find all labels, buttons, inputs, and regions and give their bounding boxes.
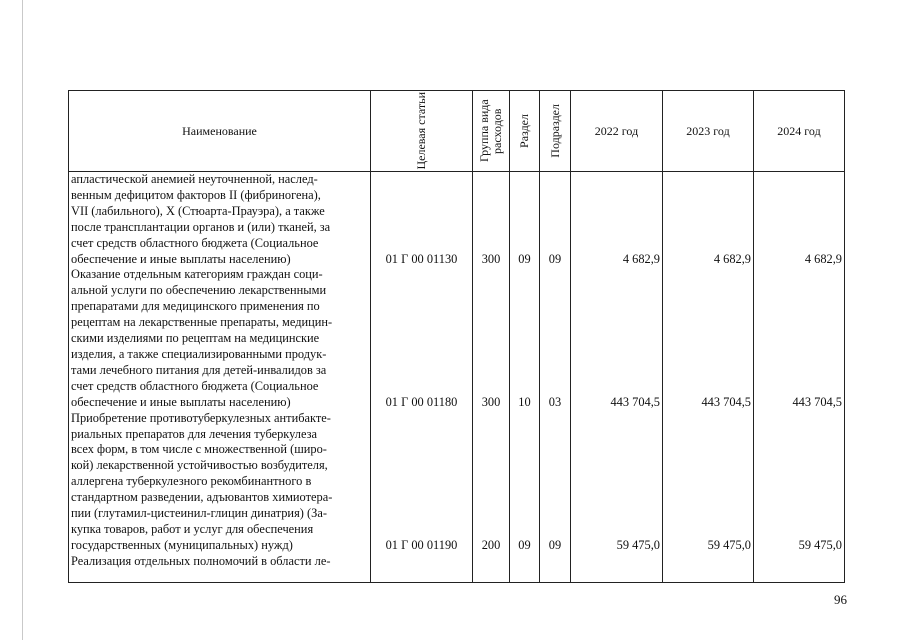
description-line: рецептам на лекарственные препараты, медицин- [71, 315, 333, 330]
row-3-y2022: 59 475,0 [616, 538, 660, 552]
table-body-row [69, 172, 845, 583]
description-line: VII (лабильного), X (Стюарта-Прауэра), а также [71, 203, 325, 218]
row-3-y2024: 59 475,0 [798, 538, 842, 552]
y2023-cell [663, 172, 754, 583]
description-line: государственных (муниципальных) нужд) [71, 537, 293, 552]
description-line: Реализация отдельных полномочий в области ле- [71, 553, 331, 568]
header-2022: 2022 год [571, 91, 663, 172]
row-1-section: 09 [518, 252, 531, 266]
row-2-y2023: 443 704,5 [701, 395, 751, 409]
header-name: Наименование [69, 91, 371, 172]
y2024-cell [754, 172, 845, 583]
y2022-cell [571, 172, 663, 583]
row-1-code: 01 Г 00 01130 [385, 252, 458, 266]
row-2-code: 01 Г 00 01180 [385, 395, 458, 409]
expense-group-cell [473, 172, 510, 583]
header-expense-group: Группа вида расходов [473, 91, 510, 172]
row-3-group: 200 [481, 538, 501, 552]
description-line: счет средств областного бюджета (Социальное [71, 378, 319, 393]
description-line: кой) лекарственной устойчивостью возбудителя, [71, 458, 328, 473]
description-line: всех форм, в том числе с множественной (широ- [71, 442, 327, 457]
row-2-subsection: 03 [548, 395, 562, 409]
section-cell [510, 172, 540, 583]
description-line: стандартном разведении, адъювантов химиотера- [71, 490, 333, 505]
row-1-y2023: 4 682,9 [713, 252, 751, 266]
description-cell [69, 172, 371, 583]
row-1-y2024: 4 682,9 [804, 252, 842, 266]
table-header-row [69, 91, 845, 172]
description-line: изделия, а также специализированными продук- [71, 346, 327, 361]
row-3-section: 09 [518, 538, 531, 552]
description-line: аллергена туберкулезного рекомбинантного в [71, 474, 312, 489]
page-number: 96 [834, 592, 847, 607]
header-2023: 2023 год [663, 91, 754, 172]
subsection-cell [540, 172, 571, 583]
header-section: Раздел [510, 91, 540, 172]
row-3-subsection: 09 [548, 538, 562, 552]
description-line: скими изделиями по рецептам на медицинские [71, 331, 320, 346]
header-2024: 2024 год [754, 91, 845, 172]
description-line: купка товаров, работ и услуг для обеспечения [71, 521, 314, 536]
row-1-y2022: 4 682,9 [622, 252, 660, 266]
description-line: риальных препаратов для лечения туберкулеза [71, 426, 318, 441]
header-subsection: Подраздел [540, 91, 571, 172]
description-line: обеспечение и иные выплаты населению) [71, 394, 291, 409]
row-2-y2022: 443 704,5 [610, 395, 660, 409]
description-line: счет средств областного бюджета (Социальное [71, 235, 319, 250]
description-line: препаратами для медицинского применения по [71, 299, 320, 314]
row-3-code: 01 Г 00 01190 [385, 538, 458, 552]
description-line: Приобретение противотуберкулезных антибакте- [71, 410, 331, 425]
description-line: тами лечебного питания для детей-инвалидов за [71, 362, 327, 377]
description-line: Оказание отдельным категориям граждан соци- [71, 267, 323, 282]
row-1-group: 300 [481, 252, 501, 266]
description-line: апластической анемией неуточненной, наслед- [71, 172, 318, 186]
row-2-y2024: 443 704,5 [792, 395, 842, 409]
description-line: обеспечение и иные выплаты населению) [71, 251, 291, 266]
row-2-group: 300 [481, 395, 501, 409]
description-line: пии (глутамил-цистеинил-глицин динатрия) (За- [71, 506, 327, 521]
header-target-article: Целевая статьи [371, 91, 473, 172]
description-line: после трансплантации органов и (или) тканей, за [71, 219, 331, 234]
page-edge-line [22, 0, 23, 640]
budget-table [68, 90, 845, 583]
row-3-y2023: 59 475,0 [707, 538, 751, 552]
row-1-subsection: 09 [548, 252, 562, 266]
description-line: альной услуги по обеспечению лекарственными [71, 283, 327, 298]
target-article-cell [371, 172, 473, 583]
row-2-section: 10 [518, 395, 531, 409]
description-line: венным дефицитом факторов II (фибриногена), [71, 187, 321, 202]
